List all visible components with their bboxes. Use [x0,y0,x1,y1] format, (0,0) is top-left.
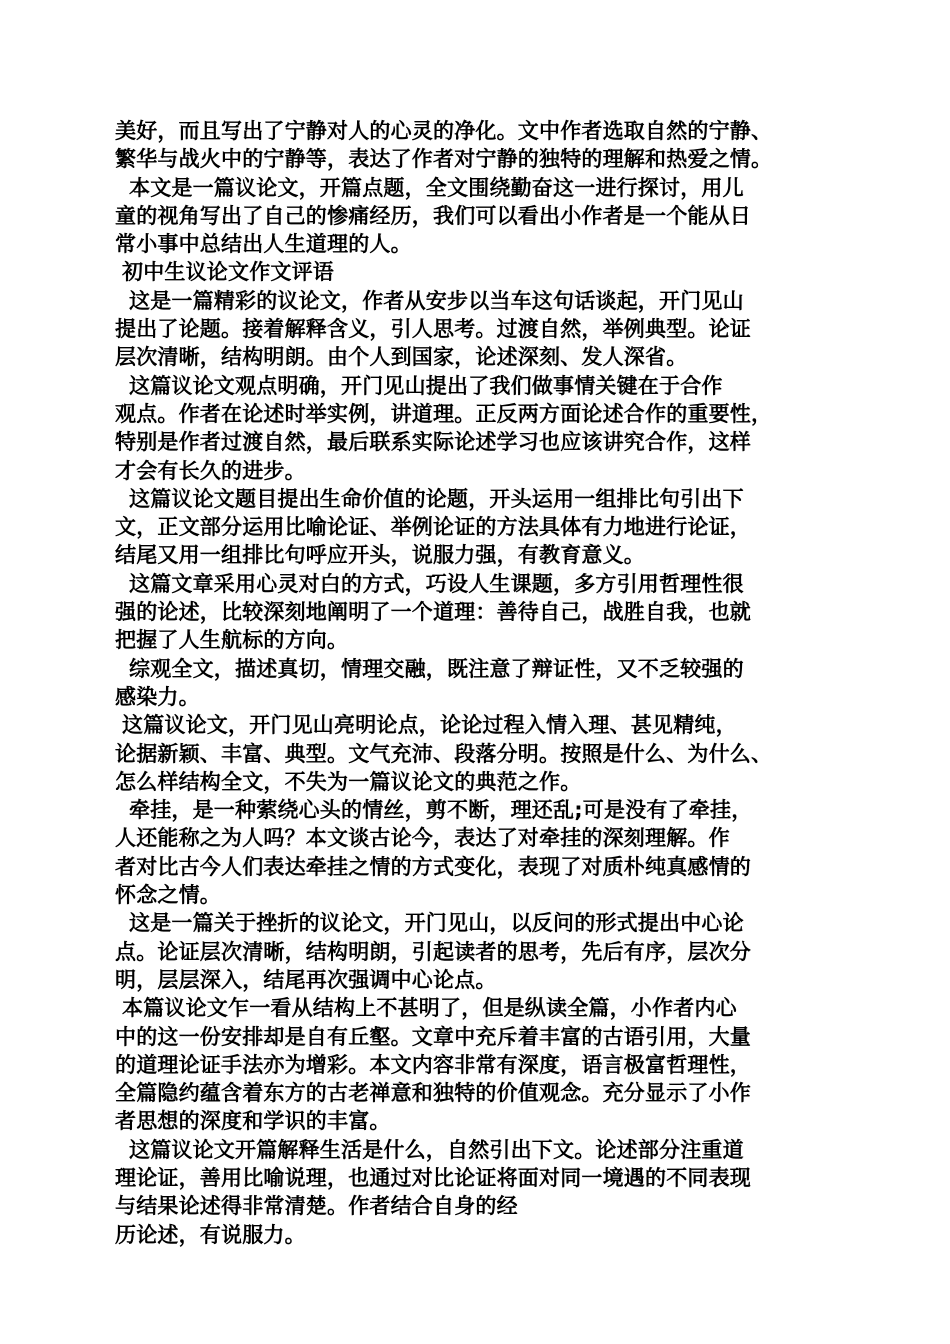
text-line: 这是一篇关于挫折的议论文，开门见山，以反问的形式提出中心论 [129,911,744,936]
text-line: 这篇议论文开篇解释生活是什么，自然引出下文。论述部分注重道 [129,1137,744,1162]
text-line: 繁华与战火中的宁静等，表达了作者对宁静的独特的理解和热爱之情。 [115,147,773,172]
text-line: 综观全文，描述真切，情理交融，既注意了辩证性，又不乏较强的 [129,656,744,681]
text-line: 这篇议论文观点明确，开门见山提出了我们做事情关键在于合作 [129,373,723,398]
text-line: 特别是作者过渡自然，最后联系实际论述学习也应该讲究合作，这样 [115,430,751,455]
text-line: 理论证，善用比喻说理，也通过对比论证将面对同一境遇的不同表现 [115,1165,751,1190]
section-heading: 初中生议论文作文评语 [122,260,334,285]
text-line: 感染力。 [115,684,200,709]
text-line: 人还能称之为人吗？本文谈古论今，表达了对牵挂的深刻理解。作 [115,826,730,851]
text-line: 与结果论述得非常清楚。作者结合自身的经 [115,1194,518,1219]
text-line: 结尾又用一组排比句呼应开头，说服力强，有教育意义。 [115,543,645,568]
text-line: 本篇议论文乍一看从结构上不甚明了，但是纵读全篇，小作者内心 [122,996,737,1021]
text-line: 这是一篇精彩的议论文，作者从安步以当车这句话谈起，开门见山 [129,288,744,313]
text-line: 者思想的深度和学识的丰富。 [115,1109,391,1134]
text-line: 强的论述，比较深刻地阐明了一个道理：善待自己，战胜自我，也就 [115,600,751,625]
text-line: 这篇议论文，开门见山亮明论点，论论过程入情入理、甚见精纯， [122,713,737,738]
text-line: 本文是一篇议论文，开篇点题，全文围绕勤奋这一进行探讨，用儿 [129,175,744,200]
text-line: 观点。作者在论述时举实例，讲道理。正反两方面论述合作的重要性， [115,401,773,426]
text-line: 怀念之情。 [115,883,221,908]
text-line: 明，层层深入，结尾再次强调中心论点。 [115,967,497,992]
text-line: 提出了论题。接着解释含义，引人思考。过渡自然，举例典型。论证 [115,317,751,342]
text-line: 把握了人生航标的方向。 [115,628,349,653]
text-line: 历论述，有说服力。 [115,1222,306,1247]
text-line: 的道理论证手法亦为增彩。本文内容非常有深度，语言极富哲理性， [115,1052,751,1077]
text-line: 美好，而且写出了宁静对人的心灵的净化。文中作者选取自然的宁静、 [115,119,773,143]
text-line: 论据新颖、丰富、典型。文气充沛、段落分明。按照是什么、为什么、 [115,741,773,766]
text-line: 这篇文章采用心灵对白的方式，巧设人生课题，多方引用哲理性很 [129,571,744,596]
text-line: 常小事中总结出人生道理的人。 [115,232,412,257]
document-body [115,117,850,1249]
text-line: 文，正文部分运用比喻论证、举例论证的方法具体有力地进行论证， [115,515,751,540]
text-line: 全篇隐约蕴含着东方的古老禅意和独特的价值观念。充分显示了小作 [115,1081,751,1106]
text-line: 牵挂，是一种萦绕心头的情丝，剪不断，理还乱;可是没有了牵挂， [129,798,753,823]
text-line: 怎么样结构全文，不失为一篇议论文的典范之作。 [115,769,582,794]
text-line: 层次清晰，结构明朗。由个人到国家，论述深刻、发人深省。 [115,345,688,370]
text-line: 中的这一份安排却是自有丘壑。文章中充斥着丰富的古语引用，大量 [115,1024,751,1049]
text-line: 者对比古今人们表达牵挂之情的方式变化，表现了对质朴纯真感情的 [115,854,751,879]
text-line: 这篇议论文题目提出生命价值的论题，开头运用一组排比句引出下 [129,486,744,511]
text-line: 点。论证层次清晰，结构明朗，引起读者的思考，先后有序，层次分 [115,939,751,964]
text-line: 童的视角写出了自己的惨痛经历，我们可以看出小作者是一个能从日 [115,203,751,228]
text-line: 才会有长久的进步。 [115,458,306,483]
